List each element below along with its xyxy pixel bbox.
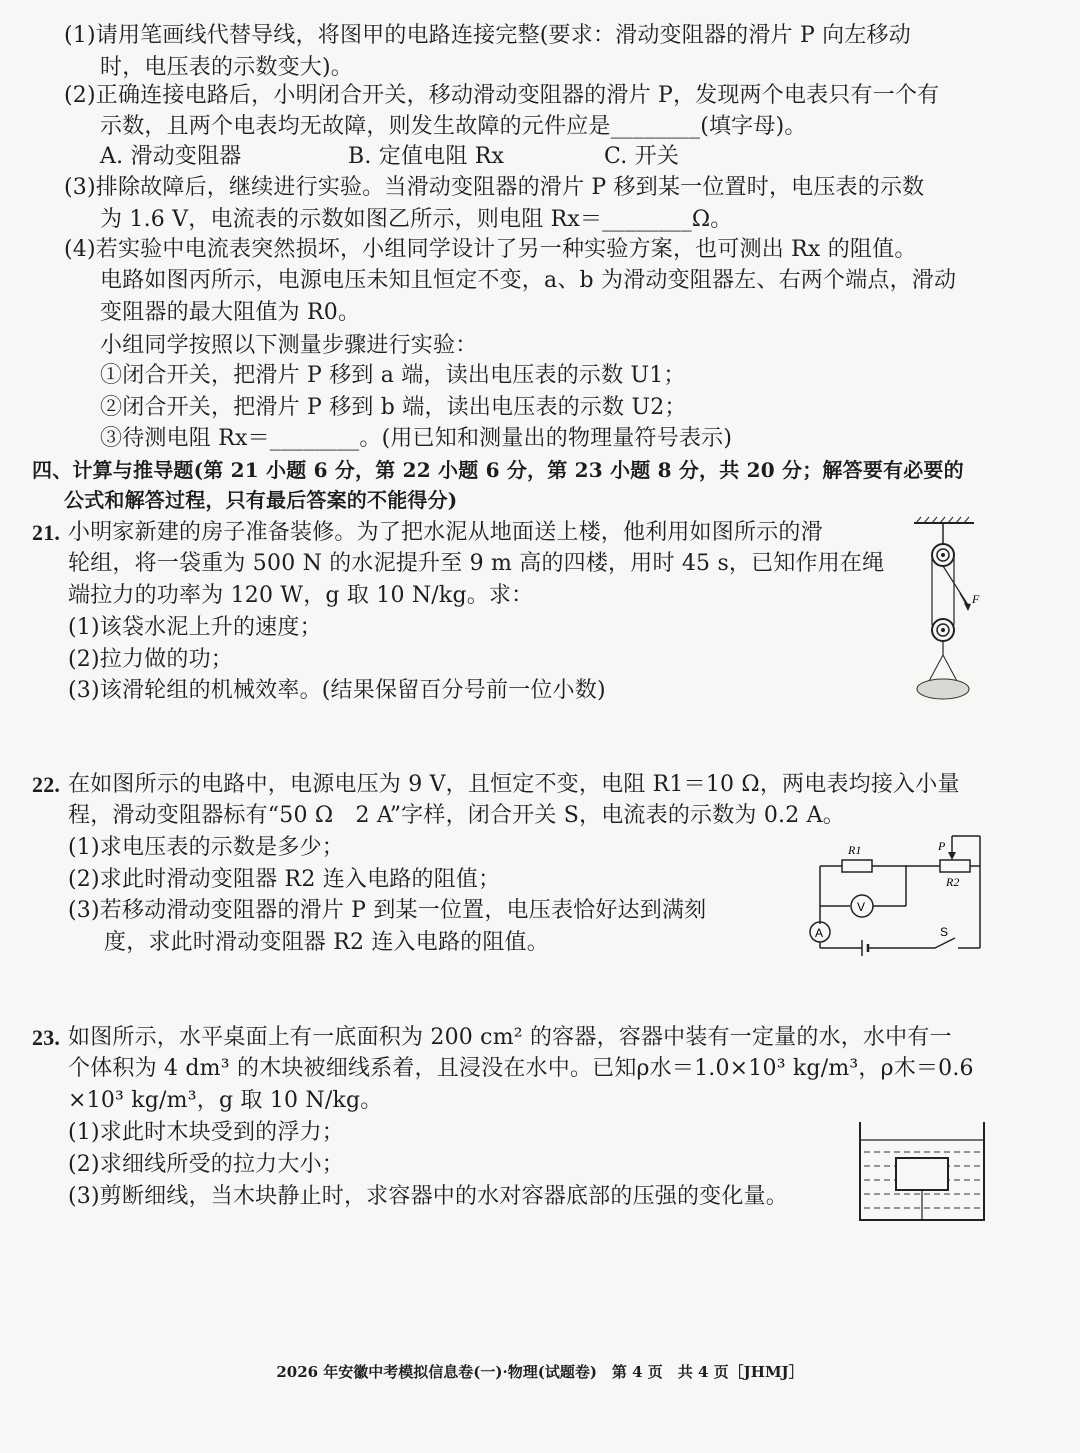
q21-line3: 端拉力的功率为 120 W，g 取 10 N/kg。求：: [68, 583, 534, 608]
q21-line1: 小明家新建的房子准备装修。为了把水泥从地面送上楼，他利用如图所示的滑: [68, 520, 823, 545]
q22-sub3-line2: 度，求此时滑动变阻器 R2 连入电路的阻值。: [104, 930, 549, 955]
q20-part4-line3: 变阻器的最大阻值为 R0。: [100, 300, 361, 325]
q20-step2: ②闭合开关，把滑片 P 移到 b 端，读出电压表的示数 U2；: [100, 395, 687, 420]
q20-part2-line1: (2)正确连接电路后，小明闭合开关，移动滑动变阻器的滑片 P，发现两个电表只有一个有: [64, 83, 940, 108]
q23-line2: 个体积为 4 dm³ 的木块被细线系着，且浸没在水中。已知ρ水＝1.0×10³ kg/m³，ρ木＝0.6: [68, 1056, 974, 1081]
section4-title-line2: 公式和解答过程，只有最后答案的不能得分): [64, 488, 458, 512]
q20-part4-line2: 电路如图丙所示，电源电压未知且恒定不变，a、b 为滑动变阻器左、右两个端点，滑动: [100, 268, 957, 293]
q22-circuit-figure: [800, 828, 990, 963]
q23-sub3: (3)剪断细线，当木块静止时，求容器中的水对容器底部的压强的变化量。: [68, 1184, 788, 1209]
q21-sub1: (1)该袋水泥上升的速度；: [68, 615, 322, 640]
q21-sub3: (3)该滑轮组的机械效率。(结果保留百分号前一位小数): [68, 678, 606, 703]
q20-part3-line1: (3)排除故障后，继续进行实验。当滑动变阻器的滑片 P 移到某一位置时，电压表的示数: [64, 175, 925, 200]
q22-line1: 在如图所示的电路中，电源电压为 9 V，且恒定不变，电阻 R1＝10 Ω，两电表均接入小量: [68, 772, 960, 797]
q22-r2-label: R2: [946, 875, 960, 889]
q22-number: 22.: [32, 772, 61, 797]
q20-part2-line2: 示数，且两个电表均无故障，则发生故障的元件应是________(填字母)。: [100, 114, 807, 139]
q20-part4-line1: (4)若实验中电流表突然损坏，小组同学设计了另一种实验方案，也可测出 Rx 的阻值。: [64, 237, 917, 262]
page-footer: 2026 年安徽中考模拟信息卷(一)·物理(试题卷) 第 4 页 共 4 页［JHMJ］: [276, 1363, 804, 1381]
q23-sub1: (1)求此时木块受到的浮力；: [68, 1120, 344, 1145]
q22-sub3-line1: (3)若移动滑动变阻器的滑片 P 到某一位置，电压表恰好达到满刻: [68, 898, 707, 923]
q20-part4-line4: 小组同学按照以下测量步骤进行实验：: [100, 333, 478, 358]
q20-option-a: A. 滑动变阻器: [100, 144, 242, 169]
q20-option-b: B. 定值电阻 Rx: [348, 144, 505, 169]
q21-number: 21.: [32, 520, 61, 545]
q21-line2: 轮组，将一袋重为 500 N 的水泥提升至 9 m 高的四楼，用时 45 s，已知作用在绳: [68, 551, 885, 576]
q23-line3: ×10³ kg/m³，g 取 10 N/kg。: [68, 1088, 383, 1113]
q20-option-c: C. 开关: [604, 144, 680, 169]
q23-container-figure: [856, 1120, 992, 1226]
q21-pulley-figure: [908, 515, 988, 705]
q22-r1-label: R1: [848, 843, 862, 857]
q22-line2: 程，滑动变阻器标有“50 Ω 2 A”字样，闭合开关 S，电流表的示数为 0.2 A。: [68, 803, 845, 828]
section4-title-line1: 四、计算与推导题(第 21 小题 6 分，第 22 小题 6 分，第 23 小题 8 分，共 20 分；解答要有必要的: [32, 458, 964, 482]
q20-step3: ③待测电阻 Rx＝________。(用已知和测量出的物理量符号表示): [100, 426, 733, 451]
q20-part1-line1: (1)请用笔画线代替导线，将图甲的电路连接完整(要求：滑动变阻器的滑片 P 向左移动: [64, 23, 911, 48]
q22-ammeter-label: A: [815, 926, 824, 940]
q21-sub2: (2)拉力做的功；: [68, 647, 233, 672]
q21-force-label: F: [972, 592, 980, 606]
q22-sub2: (2)求此时滑动变阻器 R2 连入电路的阻值；: [68, 867, 501, 892]
q23-sub2: (2)求细线所受的拉力大小；: [68, 1152, 344, 1177]
q20-step1: ①闭合开关，把滑片 P 移到 a 端，读出电压表的示数 U1；: [100, 363, 686, 388]
q23-line1: 如图所示，水平桌面上有一底面积为 200 cm² 的容器，容器中装有一定量的水，水中有一: [68, 1025, 952, 1050]
q22-voltmeter-label: V: [857, 900, 866, 914]
q20-part1-line2: 时，电压表的示数变大)。: [100, 55, 353, 80]
q22-sub1: (1)求电压表的示数是多少；: [68, 835, 344, 860]
q23-number: 23.: [32, 1025, 61, 1050]
q20-part3-line2: 为 1.6 V，电流表的示数如图乙所示，则电阻 Rx＝________Ω。: [100, 207, 733, 232]
q22-switch-label: S: [940, 925, 949, 939]
q22-p-label: P: [938, 839, 946, 853]
